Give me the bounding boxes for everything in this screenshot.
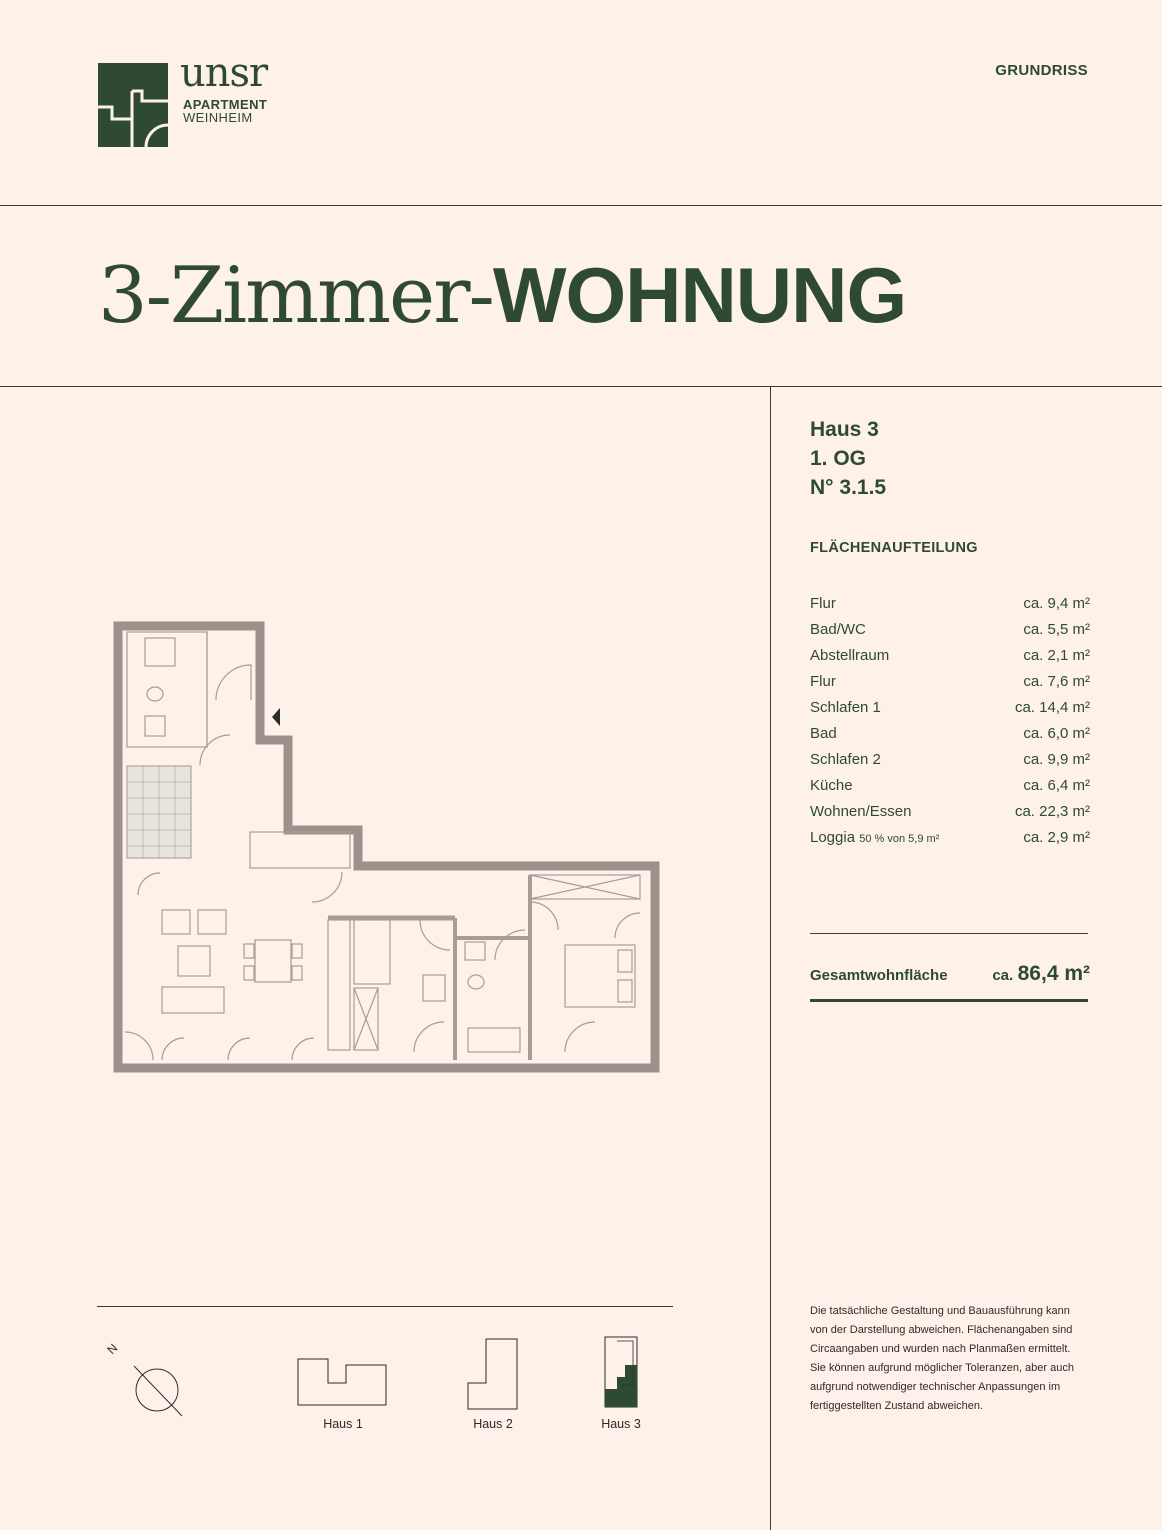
title-part-1: 3-Zimmer- xyxy=(98,251,493,341)
area-name: Schlafen 1 xyxy=(810,699,881,716)
unit-floor: 1. OG xyxy=(810,447,867,470)
area-value: ca. 2,9 m² xyxy=(1023,829,1090,846)
total-value: 86,4 m² xyxy=(1017,962,1090,985)
dining-table xyxy=(255,940,291,982)
page-title xyxy=(98,245,906,346)
sofa xyxy=(162,987,224,1013)
floor-plan-walls xyxy=(118,626,655,1068)
haus-2-icon xyxy=(466,1337,520,1411)
area-row xyxy=(810,825,1090,851)
brand-subtitle-2: WEINHEIM xyxy=(183,110,253,125)
haus-3-label: Haus 3 xyxy=(601,1417,641,1431)
area-value: ca. 5,5 m² xyxy=(1023,621,1090,638)
disclaimer-line: Circaangaben und wurden nach Planmaßen ermittelt. xyxy=(810,1343,1071,1355)
haus-3-icon xyxy=(603,1335,639,1409)
area-value: ca. 6,4 m² xyxy=(1023,777,1090,794)
column-divider xyxy=(770,386,771,1530)
area-value: ca. 9,9 m² xyxy=(1023,751,1090,768)
area-name: Wohnen/Essen xyxy=(810,803,912,820)
area-row xyxy=(810,669,1090,695)
area-name: Bad/WC xyxy=(810,621,866,638)
unit-number: N° 3.1.5 xyxy=(810,476,887,499)
areas-heading: FLÄCHENAUFTEILUNG xyxy=(810,540,978,556)
unit-house: Haus 3 xyxy=(810,418,879,441)
area-value: ca. 9,4 m² xyxy=(1023,595,1090,612)
disclaimer-line: Sie können aufgrund möglicher Toleranzen, aber auch xyxy=(810,1362,1074,1374)
total-prefix: ca. xyxy=(992,967,1014,984)
area-value: ca. 14,4 m² xyxy=(1014,699,1090,716)
area-name: Küche xyxy=(810,777,853,794)
area-name: Flur xyxy=(810,673,836,690)
area-row xyxy=(810,747,1090,773)
area-name: Loggia xyxy=(810,829,856,846)
area-value: ca. 22,3 m² xyxy=(1014,803,1090,820)
area-name: Flur xyxy=(810,595,836,612)
kitchen-counter xyxy=(328,920,350,1050)
disclaimer-line: fertiggestellten Zustand abweichen. xyxy=(810,1400,984,1412)
entry-arrow xyxy=(272,708,280,726)
logo-mark-icon xyxy=(98,63,168,147)
area-table xyxy=(810,591,1090,851)
disclaimer-line: aufgrund notwendiger technischer Anpassungen im xyxy=(810,1381,1061,1393)
total-label: Gesamtwohnfläche xyxy=(810,967,948,984)
disclaimer-line: von der Darstellung abweichen. Flächenangaben sind xyxy=(810,1324,1073,1336)
disclaimer-line: Die tatsächliche Gestaltung und Bauausführung kann xyxy=(810,1305,1070,1317)
haus-1-icon xyxy=(296,1357,390,1409)
title-part-2: WOHNUNG xyxy=(492,251,907,339)
divider xyxy=(0,386,1162,387)
area-note: 50 % von 5,9 m² xyxy=(859,833,940,845)
area-name: Schlafen 2 xyxy=(810,751,881,768)
wc-room xyxy=(127,632,207,747)
area-row xyxy=(810,799,1090,825)
area-value: ca. 6,0 m² xyxy=(1023,725,1090,742)
divider xyxy=(0,205,1162,206)
area-row xyxy=(810,721,1090,747)
legend-divider xyxy=(97,1306,673,1307)
brand-subtitle-1: APARTMENT xyxy=(183,97,268,112)
haus-2-label: Haus 2 xyxy=(473,1417,513,1431)
total-area xyxy=(810,962,1090,986)
area-name: Abstellraum xyxy=(810,647,890,664)
area-name: Bad xyxy=(810,725,837,742)
area-row xyxy=(810,773,1090,799)
total-underline xyxy=(810,999,1088,1002)
haus-1-label: Haus 1 xyxy=(323,1417,363,1431)
area-row xyxy=(810,617,1090,643)
bathtub xyxy=(468,1028,520,1052)
brand-name: unsr xyxy=(180,50,268,96)
north-label: N xyxy=(104,1340,121,1358)
bed xyxy=(565,945,635,1007)
disclaimer xyxy=(810,1302,1100,1416)
total-divider xyxy=(810,933,1088,934)
area-row xyxy=(810,695,1090,721)
page-tag: GRUNDRISS xyxy=(995,62,1088,79)
floor-plan xyxy=(110,620,670,1080)
area-row xyxy=(810,643,1090,669)
area-row xyxy=(810,591,1090,617)
compass-icon xyxy=(128,1360,188,1420)
area-value: ca. 7,6 m² xyxy=(1023,673,1090,690)
unit-info xyxy=(810,415,886,502)
area-value: ca. 2,1 m² xyxy=(1023,647,1090,664)
